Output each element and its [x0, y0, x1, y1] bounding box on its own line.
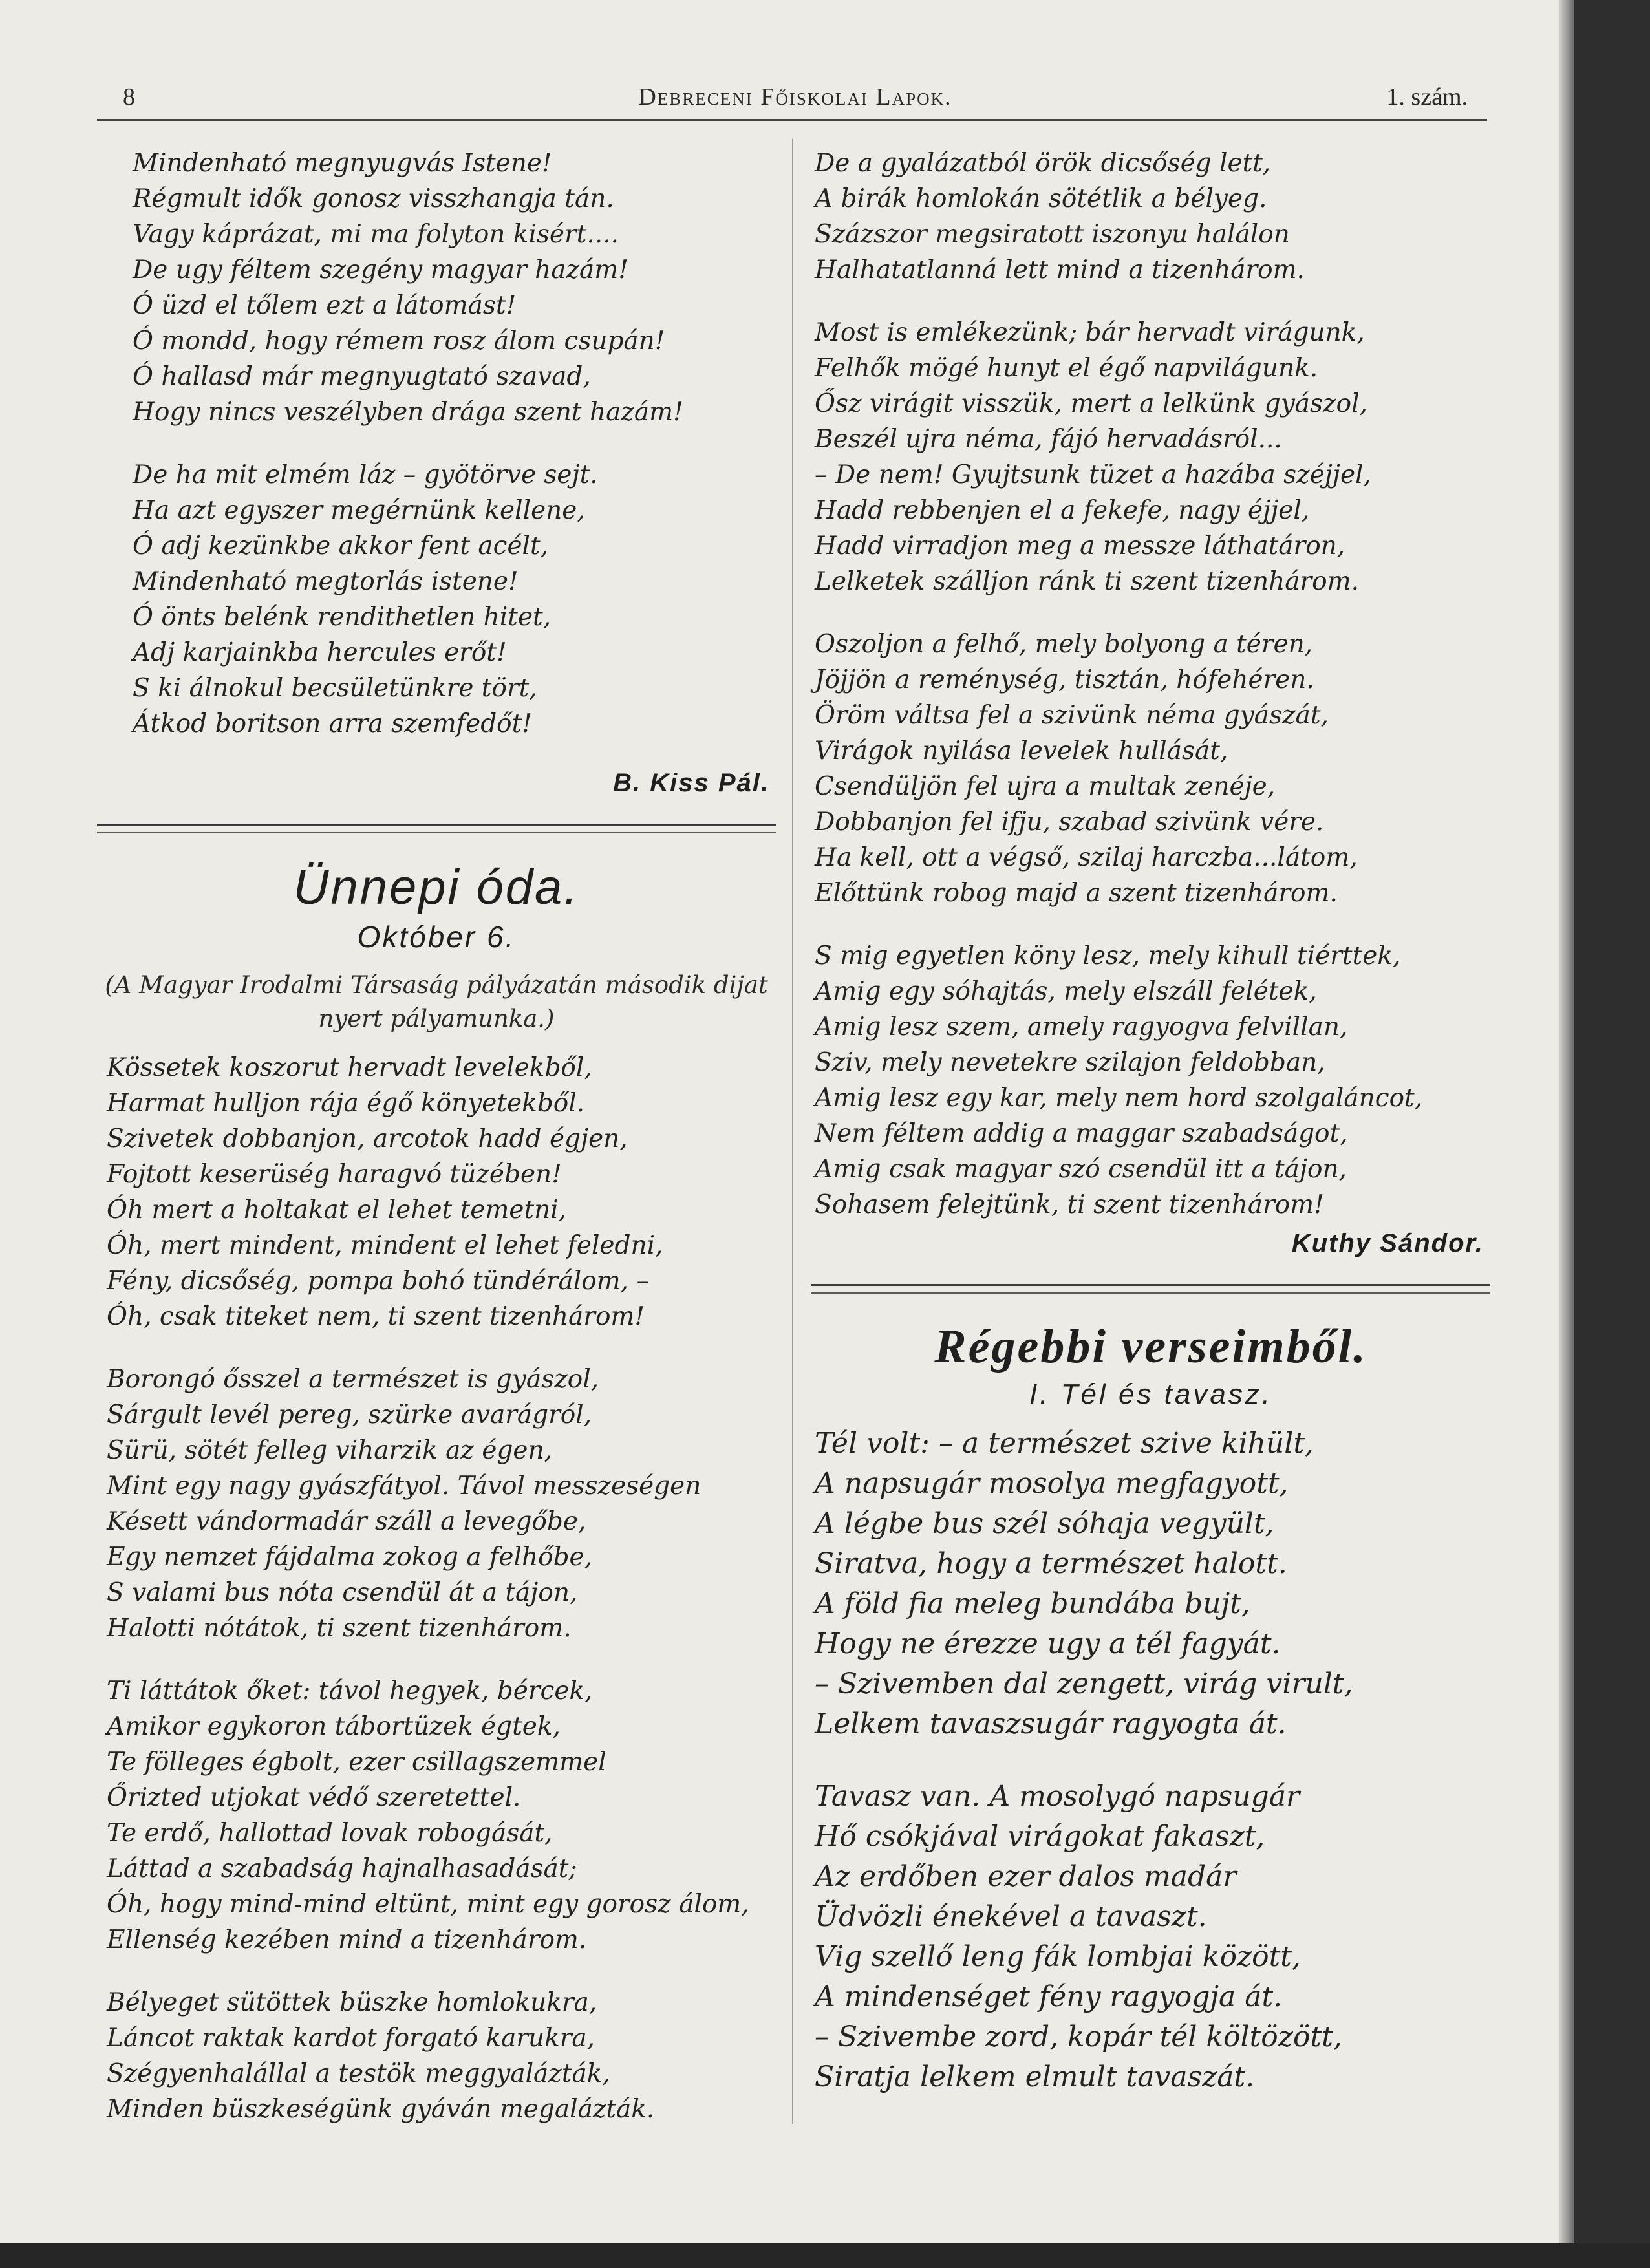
poem-line: Amig csak magyar szó csendül itt a tájon, — [815, 1155, 1347, 1184]
ode-stanza — [811, 315, 1490, 599]
page-number: 8 — [123, 83, 135, 111]
page-spine — [1559, 0, 1574, 2243]
poem-line: A birák homlokán sötétlik a bélyeg. — [815, 184, 1267, 213]
poem-line: De ha mit elmém láz – gyötörve sejt. — [133, 460, 598, 489]
poem-line: Óh, hogy mind-mind eltünt, mint egy gorosz álom, — [107, 1890, 749, 1919]
poem-line: Tavasz van. A mosolygó napsugár — [815, 1780, 1300, 1813]
page-header — [123, 83, 1468, 116]
poem-line: De a gyalázatból örök dicsőség lett, — [815, 149, 1271, 178]
poem-line: Hadd virradjon meg a messze láthatáron, — [815, 531, 1345, 561]
poem-line: – De nem! Gyujtsunk tüzet a hazába széjjel, — [815, 460, 1371, 489]
section-subtitle: I. Tél és tavasz. — [1029, 1378, 1273, 1410]
poem-line: Bélyeget sütöttek büszke homlokukra, — [107, 1988, 597, 2017]
ode-stanza — [97, 1673, 776, 1958]
poem-line: Óh, csak titeket nem, ti szent tizenhárom! — [107, 1302, 645, 1331]
poem-line: Csendüljön fel ujra a multak zenéje, — [815, 772, 1276, 801]
poem-line: Óh, mert mindent, mindent el lehet feledni, — [107, 1231, 663, 1260]
ode-stanza — [97, 1362, 776, 1646]
poem-line: Ó hallasd már megnyugtató szavad, — [133, 362, 591, 391]
poem-line: Ha kell, ott a végső, szilaj harczba...látom, — [815, 843, 1358, 872]
poem-line: Dobbanjon fel ifju, szabad szivünk vére. — [815, 808, 1324, 837]
ode-stanza — [811, 626, 1490, 911]
poem-line: Amig lesz szem, amely ragyogva felvillan, — [815, 1012, 1348, 1042]
poem-line: S valami bus nóta csendül át a tájon, — [107, 1578, 578, 1607]
poem-line: Ti láttátok őket: távol hegyek, bércek, — [107, 1676, 593, 1706]
poem-line: S ki álnokul becsületünkre tört, — [133, 674, 537, 703]
poem-line: Kössetek koszorut hervadt levelekből, — [107, 1053, 592, 1082]
poem-line: Amig lesz egy kar, mely nem hord szolgaláncot, — [815, 1084, 1423, 1113]
poem-line: Tél volt: – a természet szive kihült, — [815, 1427, 1314, 1460]
poem-line: Te fölleges égbolt, ezer csillagszemmel — [107, 1748, 606, 1777]
poem-line: Óh mert a holtakat el lehet temetni, — [107, 1195, 567, 1225]
ode-author: Kuthy Sándor. — [1291, 1229, 1484, 1257]
poem-line: Sárgult levél pereg, szürke avarágról, — [107, 1400, 592, 1429]
poem-line: Őrizted utjokat védő szeretettel. — [107, 1783, 521, 1812]
poem-line: – Szivembe zord, kopár tél költözött, — [815, 2020, 1342, 2053]
ode-stanza — [97, 1985, 776, 2127]
poem-line: A föld fia meleg bundába bujt, — [815, 1587, 1250, 1620]
ode-stanza — [97, 1050, 776, 1334]
poem-line: Átkod boritson arra szemfedőt! — [133, 709, 532, 738]
poem-line: Siratva, hogy a természet halott. — [815, 1547, 1287, 1580]
poem-stanza — [811, 1424, 1490, 1744]
journal-title: Debreceni Főiskolai Lapok. — [638, 83, 952, 111]
poem-line: Szégyenhalállal a testök meggyalázták, — [107, 2059, 610, 2088]
poem-line: Százszor megsiratott iszonyu halálon — [815, 220, 1290, 249]
left-column — [97, 145, 776, 2154]
column-divider — [792, 139, 793, 2124]
poem-line: Virágok nyilása levelek hullását, — [815, 736, 1228, 765]
poem-line: Amikor egykoron tábortüzek égtek, — [107, 1712, 561, 1741]
poem-line: Egy nemzet fájdalma zokog a felhőbe, — [107, 1543, 593, 1572]
poem-line: Harmat hulljon rája égő könyetekből. — [107, 1089, 585, 1118]
poem-line: Beszél ujra néma, fájó hervadásról... — [815, 425, 1282, 454]
poem-line: A napsugár mosolya megfagyott, — [815, 1467, 1289, 1500]
issue-number: 1. szám. — [1386, 83, 1468, 111]
right-column — [811, 145, 1490, 2124]
poem-line: Minden büszkeségünk gyáván megalázták. — [107, 2095, 655, 2124]
poem-line: Borongó ősszel a természet is gyászol, — [107, 1365, 599, 1394]
poem-line: A mindenséget fény ragyogja át. — [815, 1980, 1283, 2013]
poem-line: Hadd rebbenjen el a fekefe, nagy éjjel, — [815, 496, 1310, 525]
poem-author: B. Kiss Pál. — [613, 769, 769, 797]
poem-line: Láncot raktak kardot forgató karukra, — [107, 2024, 595, 2053]
poem-line: Halotti nótátok, ti szent tizenhárom. — [107, 1614, 572, 1643]
poem-line: Ó mondd, hogy rémem rosz álom csupán! — [133, 326, 665, 356]
poem-line: Késett vándormadár száll a levegőbe, — [107, 1507, 586, 1536]
poem-line: Ó adj kezünkbe akkor fent acélt, — [133, 531, 549, 561]
ode-title: Ünnepi óda. — [293, 860, 580, 915]
poem-line: Vagy káprázat, mi ma folyton kisért.... — [133, 220, 619, 249]
ode-stanza — [811, 938, 1490, 1223]
ode-stanza — [811, 145, 1490, 288]
poem-line: Ó üzd el tőlem ezt a látomást! — [133, 291, 517, 320]
poem-line: Lelketek szálljon ránk ti szent tizenhárom. — [815, 567, 1359, 596]
ode-note: (A Magyar Irodalmi Társaság pályázatán második dijat nyert pályamunka.) — [105, 971, 768, 1032]
poem-line: Ha azt egyszer megérnünk kellene, — [133, 496, 585, 525]
poem-line: Most is emlékezünk; bár hervadt virágunk, — [815, 318, 1365, 347]
poem-line: Sürü, sötét felleg viharzik az égen, — [107, 1436, 553, 1465]
poem-line: Nem féltem addig a maggar szabadságot, — [815, 1119, 1348, 1148]
ode-subtitle: Október 6. — [357, 920, 516, 954]
section-title: Régebbi verseimből. — [934, 1320, 1367, 1373]
poem-line: A légbe bus szél sóhaja vegyült, — [815, 1507, 1274, 1540]
header-rule — [97, 119, 1487, 121]
poem-line: Halhatatlanná lett mind a tizenhárom. — [815, 255, 1305, 284]
poem-line: Szivetek dobbanjon, arcotok hadd égjen, — [107, 1124, 628, 1153]
poem-line: Előttünk robog majd a szent tizenhárom. — [815, 879, 1338, 908]
poem-stanza — [97, 457, 776, 742]
poem-line: Öröm váltsa fel a szivünk néma gyászát, — [815, 701, 1329, 730]
section-divider — [811, 1284, 1490, 1294]
poem-line: – Szivemben dal zengett, virág virult, — [815, 1667, 1353, 1700]
poem-line: Mindenható megnyugvás Istene! — [133, 149, 552, 178]
poem-line: Ellenség kezében mind a tizenhárom. — [107, 1925, 587, 1954]
poem-line: Ó önts belénk rendithetlen hitet, — [133, 603, 552, 632]
poem-line: Siratja lelkem elmult tavaszát. — [815, 2060, 1255, 2093]
page-bottom-edge — [0, 2243, 1650, 2268]
poem-line: Régmult idők gonosz visszhangja tán. — [133, 184, 614, 213]
poem-line: Fojtott keserüség haragvó tüzében! — [107, 1160, 562, 1189]
poem-line: Mindenható megtorlás istene! — [133, 567, 519, 596]
poem-stanza — [811, 1777, 1490, 2097]
poem-line: De ugy féltem szegény magyar hazám! — [133, 255, 628, 284]
poem-line: Hogy nincs veszélyben drága szent hazám! — [133, 398, 683, 427]
poem-line: Fény, dicsőség, pompa bohó tündérálom, – — [107, 1267, 649, 1296]
poem-line: Sziv, mely nevetekre szilajon feldobban, — [815, 1048, 1325, 1077]
section-divider — [97, 824, 776, 833]
poem-line: Sohasem felejtünk, ti szent tizenhárom! — [815, 1190, 1324, 1219]
poem-line: Vig szellő leng fák lombjai között, — [815, 1940, 1301, 1973]
poem-line: Amig egy sóhajtás, mely elszáll felétek, — [815, 977, 1317, 1006]
poem-line: Az erdőben ezer dalos madár — [815, 1860, 1237, 1893]
poem-line: Felhők mögé hunyt el égő napvilágunk. — [815, 354, 1318, 383]
poem-line: Üdvözli énekével a tavaszt. — [815, 1900, 1207, 1933]
poem-line: Ősz virágit visszük, mert a lelkünk gyászol, — [815, 389, 1367, 418]
poem-line: Oszoljon a felhő, mely bolyong a téren, — [815, 630, 1313, 659]
poem-stanza — [97, 145, 776, 430]
poem-line: Te erdő, hallottad lovak robogását, — [107, 1819, 553, 1848]
poem-line: Adj karjainkba hercules erőt! — [133, 638, 507, 667]
poem-line: Hogy ne érezze ugy a tél fagyát. — [815, 1627, 1281, 1660]
poem-line: Lelkem tavaszsugár ragyogta át. — [815, 1707, 1287, 1740]
poem-line: Jöjjön a reménység, tisztán, hófehéren. — [815, 665, 1314, 694]
poem-line: Mint egy nagy gyászfátyol. Távol messzeségen — [107, 1471, 702, 1501]
poem-line: Láttad a szabadság hajnalhasadását; — [107, 1854, 577, 1883]
poem-line: S mig egyetlen köny lesz, mely kihull tiérttek, — [815, 941, 1401, 970]
poem-line: Hő csókjával virágokat fakaszt, — [815, 1820, 1265, 1853]
